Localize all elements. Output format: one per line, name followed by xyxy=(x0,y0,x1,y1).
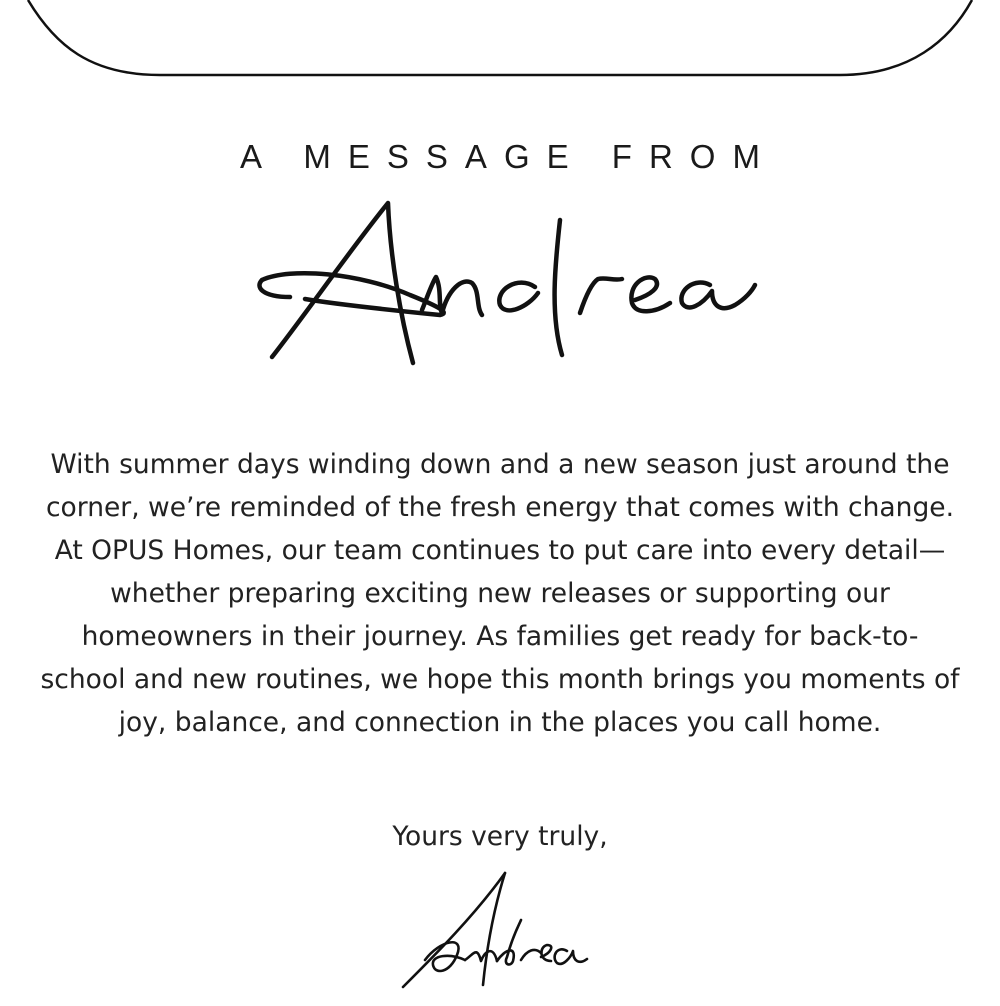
script-name-andrea xyxy=(250,195,760,380)
closing-line: Yours very truly, xyxy=(392,821,608,852)
handwritten-signature xyxy=(395,865,595,1000)
top-frame-border xyxy=(0,0,1000,80)
message-body: With summer days winding down and a new season just around the corner, we’re reminded of the fresh energy that comes with change. At OPUS Homes, our team continues to put care into every detail—whether preparing exciting new releases or supporting our homeowners in their journey. As families get ready for back-to-school and new routines, we hope this month brings you moments of joy, balance, and connection in the places you call home. xyxy=(40,449,960,738)
eyebrow-heading: A MESSAGE FROM xyxy=(240,138,777,175)
